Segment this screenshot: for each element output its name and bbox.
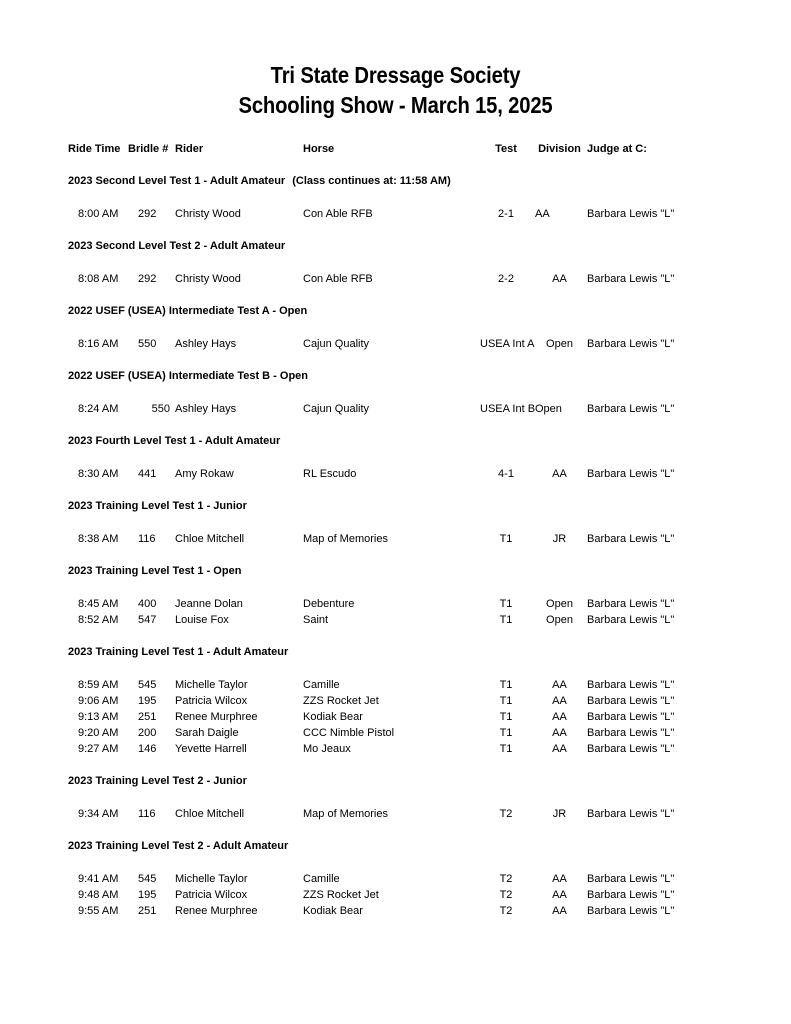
bridle-number: 547: [138, 614, 157, 626]
horse-name: ZZS Rocket Jet: [303, 695, 379, 707]
horse-name: Kodiak Bear: [303, 711, 363, 723]
test-code: T2: [499, 889, 513, 901]
rider-name: Christy Wood: [175, 208, 241, 220]
entry-row: [68, 693, 723, 709]
rider-name: Patricia Wilcox: [175, 889, 248, 901]
class-title-text: 2023 Fourth Level Test 1 - Adult Amateur: [68, 435, 281, 447]
entry-row: [68, 709, 723, 725]
horse-name: Con Able RFB: [303, 273, 373, 285]
class-section: [68, 838, 723, 919]
rider-name: Renee Murphree: [175, 905, 258, 917]
test-code: 2-2: [498, 273, 514, 285]
ride-time: 8:24 AM: [78, 403, 119, 415]
ride-time: 8:00 AM: [78, 208, 119, 220]
test-code: T1: [499, 679, 513, 691]
judge-name: Barbara Lewis "L": [587, 533, 675, 545]
division-code: AA: [552, 889, 567, 901]
class-title-text: 2022 USEF (USEA) Intermediate Test A - Open: [68, 305, 308, 317]
bridle-number: 550: [138, 338, 157, 350]
bridle-number: 292: [138, 273, 157, 285]
entry-row: [68, 206, 723, 222]
class-title: [68, 773, 723, 789]
division-code: AA: [552, 727, 567, 739]
col-header-ride-time: Ride Time: [68, 143, 121, 155]
class-entries: [68, 401, 723, 417]
judge-name: Barbara Lewis "L": [587, 873, 675, 885]
col-header-judge: Judge at C:: [587, 143, 647, 155]
class-entries: [68, 466, 723, 482]
test-code: USEA Int A: [480, 338, 535, 350]
ride-time: 9:20 AM: [78, 727, 119, 739]
test-code: USEA Int B: [480, 403, 536, 415]
rider-name: Renee Murphree: [175, 711, 258, 723]
ride-time: 8:52 AM: [78, 614, 119, 626]
rider-name: Amy Rokaw: [175, 468, 234, 480]
class-entries: [68, 336, 723, 352]
rider-name: Sarah Daigle: [175, 727, 239, 739]
ride-time: 9:34 AM: [78, 808, 119, 820]
rider-name: Patricia Wilcox: [175, 695, 248, 707]
ride-time: 8:59 AM: [78, 679, 119, 691]
entry-row: [68, 531, 723, 547]
ride-time: 8:08 AM: [78, 273, 119, 285]
horse-name: Debenture: [303, 598, 355, 610]
entry-row: [68, 596, 723, 612]
horse-name: Camille: [303, 679, 340, 691]
test-code: T1: [499, 695, 513, 707]
ride-time: 9:27 AM: [78, 743, 119, 755]
rider-name: Ashley Hays: [175, 403, 237, 415]
test-code: T1: [499, 711, 513, 723]
horse-name: Map of Memories: [303, 533, 388, 545]
show-subtitle: Schooling Show - March 15, 2025: [238, 92, 553, 118]
horse-name: ZZS Rocket Jet: [303, 889, 379, 901]
bridle-number: 195: [138, 889, 157, 901]
judge-name: Barbara Lewis "L": [587, 905, 675, 917]
entry-row: [68, 903, 723, 919]
rider-name: Chloe Mitchell: [175, 808, 245, 820]
class-section: [68, 173, 723, 222]
col-header-rider: Rider: [175, 143, 204, 155]
horse-name: RL Escudo: [303, 468, 357, 480]
class-title-text: 2023 Training Level Test 2 - Junior: [68, 775, 247, 787]
bridle-number: 251: [138, 905, 157, 917]
horse-name: Map of Memories: [303, 808, 388, 820]
test-code: T2: [499, 905, 513, 917]
horse-name: Mo Jeaux: [303, 743, 351, 755]
col-header-horse: Horse: [303, 143, 335, 155]
class-title-text: 2023 Training Level Test 1 - Adult Amateur: [68, 646, 289, 658]
document-header: [0, 0, 791, 120]
horse-name: Kodiak Bear: [303, 905, 363, 917]
entry-row: [68, 871, 723, 887]
entry-row: [68, 466, 723, 482]
ride-time: 8:45 AM: [78, 598, 119, 610]
class-entries: [68, 531, 723, 547]
bridle-number: 292: [138, 208, 157, 220]
rider-name: Jeanne Dolan: [175, 598, 243, 610]
division-code: AA: [535, 208, 550, 220]
judge-name: Barbara Lewis "L": [587, 711, 675, 723]
ride-time: 8:30 AM: [78, 468, 119, 480]
class-title-text: 2023 Second Level Test 2 - Adult Amateur: [68, 240, 286, 252]
ride-time: 9:06 AM: [78, 695, 119, 707]
class-entries: [68, 206, 723, 222]
class-title: [68, 238, 723, 254]
division-code: AA: [552, 873, 567, 885]
test-code: T1: [499, 598, 513, 610]
judge-name: Barbara Lewis "L": [587, 338, 675, 350]
judge-name: Barbara Lewis "L": [587, 889, 675, 901]
judge-name: Barbara Lewis "L": [587, 273, 675, 285]
class-section: [68, 433, 723, 482]
judge-name: Barbara Lewis "L": [587, 208, 675, 220]
test-code: T1: [499, 743, 513, 755]
judge-name: Barbara Lewis "L": [587, 679, 675, 691]
class-title: [68, 173, 723, 189]
division-code: AA: [552, 679, 567, 691]
class-entries: [68, 806, 723, 822]
division-code: AA: [552, 273, 567, 285]
class-title-text: 2023 Second Level Test 1 - Adult Amateur: [68, 175, 286, 187]
judge-name: Barbara Lewis "L": [587, 598, 675, 610]
division-code: Open: [535, 403, 562, 415]
bridle-number: 545: [138, 679, 157, 691]
horse-name: CCC Nimble Pistol: [303, 727, 395, 739]
rider-name: Michelle Taylor: [175, 679, 248, 691]
judge-name: Barbara Lewis "L": [587, 468, 675, 480]
ride-time: 9:48 AM: [78, 889, 119, 901]
class-section: [68, 238, 723, 287]
class-entries: [68, 677, 723, 757]
entry-row: [68, 806, 723, 822]
test-code: 4-1: [498, 468, 514, 480]
rider-name: Chloe Mitchell: [175, 533, 245, 545]
class-continues-note: (Class continues at: 11:58 AM): [292, 175, 451, 187]
ride-time: 9:13 AM: [78, 711, 119, 723]
rider-name: Christy Wood: [175, 273, 241, 285]
division-code: AA: [552, 743, 567, 755]
rider-name: Yevette Harrell: [175, 743, 247, 755]
col-header-bridle: Bridle #: [128, 143, 169, 155]
judge-name: Barbara Lewis "L": [587, 695, 675, 707]
class-section: [68, 563, 723, 628]
bridle-number: 200: [138, 727, 157, 739]
entry-row: [68, 336, 723, 352]
class-section: [68, 498, 723, 547]
column-headers: [68, 141, 723, 157]
entry-row: [68, 612, 723, 628]
ride-time: 9:55 AM: [78, 905, 119, 917]
ride-time: 8:16 AM: [78, 338, 119, 350]
rider-name: Michelle Taylor: [175, 873, 248, 885]
class-title-text: 2023 Training Level Test 2 - Adult Amateur: [68, 840, 289, 852]
bridle-number: 550: [151, 403, 170, 415]
rider-name: Ashley Hays: [175, 338, 237, 350]
class-section: [68, 368, 723, 417]
bridle-number: 195: [138, 695, 157, 707]
division-code: JR: [552, 533, 567, 545]
division-code: AA: [552, 468, 567, 480]
class-title: [68, 644, 723, 660]
schedule-body: [68, 141, 723, 919]
rider-name: Louise Fox: [175, 614, 229, 626]
entry-row: [68, 401, 723, 417]
bridle-number: 251: [138, 711, 157, 723]
test-code: T1: [499, 533, 513, 545]
horse-name: Cajun Quality: [303, 338, 370, 350]
show-title: Tri State Dressage Society: [270, 62, 521, 88]
class-title: [68, 303, 723, 319]
bridle-number: 146: [138, 743, 157, 755]
test-code: T1: [499, 614, 513, 626]
entry-row: [68, 887, 723, 903]
division-code: Open: [546, 598, 573, 610]
class-title: [68, 563, 723, 579]
class-title: [68, 368, 723, 384]
class-section: [68, 644, 723, 757]
test-code: T2: [499, 808, 513, 820]
class-section: [68, 773, 723, 822]
class-title-text: 2022 USEF (USEA) Intermediate Test B - Open: [68, 370, 309, 382]
col-header-division: Division: [538, 143, 581, 155]
bridle-number: 545: [138, 873, 157, 885]
horse-name: Saint: [303, 614, 329, 626]
judge-name: Barbara Lewis "L": [587, 614, 675, 626]
horse-name: Cajun Quality: [303, 403, 370, 415]
test-code: T1: [499, 727, 513, 739]
division-code: AA: [552, 695, 567, 707]
judge-name: Barbara Lewis "L": [587, 808, 675, 820]
entry-row: [68, 725, 723, 741]
ride-time: 9:41 AM: [78, 873, 119, 885]
bridle-number: 400: [138, 598, 157, 610]
class-entries: [68, 271, 723, 287]
division-code: AA: [552, 905, 567, 917]
bridle-number: 116: [138, 808, 156, 820]
class-entries: [68, 871, 723, 919]
division-code: Open: [546, 338, 573, 350]
entry-row: [68, 271, 723, 287]
col-header-test: Test: [495, 143, 517, 155]
class-title: [68, 838, 723, 854]
class-entries: [68, 596, 723, 628]
class-title: [68, 433, 723, 449]
entry-row: [68, 677, 723, 693]
class-title-text: 2023 Training Level Test 1 - Open: [68, 565, 242, 577]
test-code: 2-1: [498, 208, 514, 220]
bridle-number: 116: [138, 533, 156, 545]
ride-time: 8:38 AM: [78, 533, 119, 545]
judge-name: Barbara Lewis "L": [587, 727, 675, 739]
bridle-number: 441: [138, 468, 157, 480]
judge-name: Barbara Lewis "L": [587, 403, 675, 415]
horse-name: Camille: [303, 873, 340, 885]
division-code: JR: [552, 808, 567, 820]
horse-name: Con Able RFB: [303, 208, 373, 220]
division-code: AA: [552, 711, 567, 723]
division-code: Open: [546, 614, 573, 626]
class-title-text: 2023 Training Level Test 1 - Junior: [68, 500, 247, 512]
test-code: T2: [499, 873, 513, 885]
judge-name: Barbara Lewis "L": [587, 743, 675, 755]
class-section: [68, 303, 723, 352]
entry-row: [68, 741, 723, 757]
class-title: [68, 498, 723, 514]
